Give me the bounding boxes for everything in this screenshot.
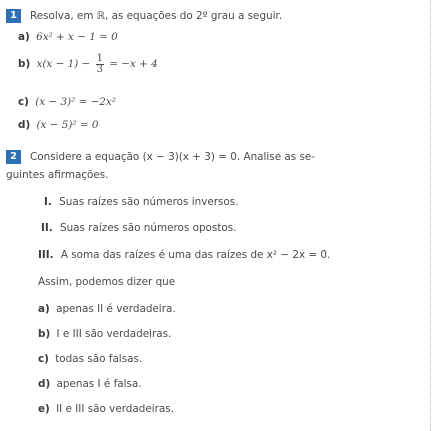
q1-item-b-frac-num: 1: [96, 52, 103, 64]
q2-option-b: [38, 327, 171, 341]
q1-item-b-frac-den: 3: [96, 63, 103, 75]
q2-statement-1: [44, 195, 239, 209]
q2-option-e-text: II e III são verdadeiras.: [56, 403, 174, 415]
question-2-prompt-line2: guintes afirmações.: [6, 169, 109, 181]
q1-item-c: [18, 95, 116, 109]
page-right-border: [430, 0, 431, 431]
q1-item-c-letter: c): [18, 96, 29, 108]
q1-item-b: [18, 51, 158, 77]
q1-item-b-fraction: [96, 54, 104, 75]
q1-item-a-expr: 6x² + x − 1 = 0: [36, 31, 118, 43]
q2-statement-2: [41, 221, 236, 235]
question-2-badge: 2: [6, 150, 21, 164]
q2-statement-1-numeral: I.: [44, 196, 52, 208]
q2-option-a-text: apenas II é verdadeira.: [56, 303, 176, 315]
q2-statement-3: [38, 248, 330, 262]
q1-item-c-expr: (x − 3)² = −2x²: [35, 96, 116, 108]
q2-option-d: [38, 377, 142, 391]
q1-item-b-letter: b): [18, 58, 31, 70]
q2-option-b-letter: b): [38, 328, 51, 340]
q2-option-a: [38, 302, 176, 316]
q2-option-b-text: I e III são verdadeiras.: [56, 328, 172, 340]
q2-option-a-letter: a): [38, 303, 50, 315]
q1-item-d: [18, 118, 98, 132]
q2-statement-3-text: A soma das raízes é uma das raízes de x² − 2x = 0.: [60, 249, 331, 261]
q2-statement-2-text: Suas raízes são números opostos.: [60, 222, 237, 234]
q2-statement-3-numeral: III.: [38, 249, 54, 261]
q2-option-c-text: todas são falsas.: [55, 353, 143, 365]
q2-statement-1-text: Suas raízes são números inversos.: [59, 196, 239, 208]
q2-option-e-letter: e): [38, 403, 50, 415]
q2-option-c: [38, 352, 142, 366]
q2-option-e: [38, 402, 174, 416]
question-1-prompt: Resolva, em ℝ, as equações do 2º grau a seguir.: [30, 10, 283, 22]
question-1-badge: 1: [6, 9, 21, 23]
q1-item-a: [18, 30, 118, 44]
q2-lead: Assim, podemos dizer que: [38, 276, 176, 288]
q2-option-d-letter: d): [38, 378, 51, 390]
q1-item-d-letter: d): [18, 119, 31, 131]
question-2-prompt-line1: Considere a equação (x − 3)(x + 3) = 0. Analise as se-: [30, 151, 316, 163]
q1-item-b-expr-right: = −x + 4: [109, 58, 158, 70]
q2-statement-2-numeral: II.: [41, 222, 53, 234]
q1-item-b-expr-left: x(x − 1) −: [36, 58, 91, 70]
q1-item-a-letter: a): [18, 31, 30, 43]
q2-option-c-letter: c): [38, 353, 49, 365]
q2-option-d-text: apenas I é falsa.: [56, 378, 142, 390]
q1-item-d-expr: (x − 5)² = 0: [36, 119, 99, 131]
